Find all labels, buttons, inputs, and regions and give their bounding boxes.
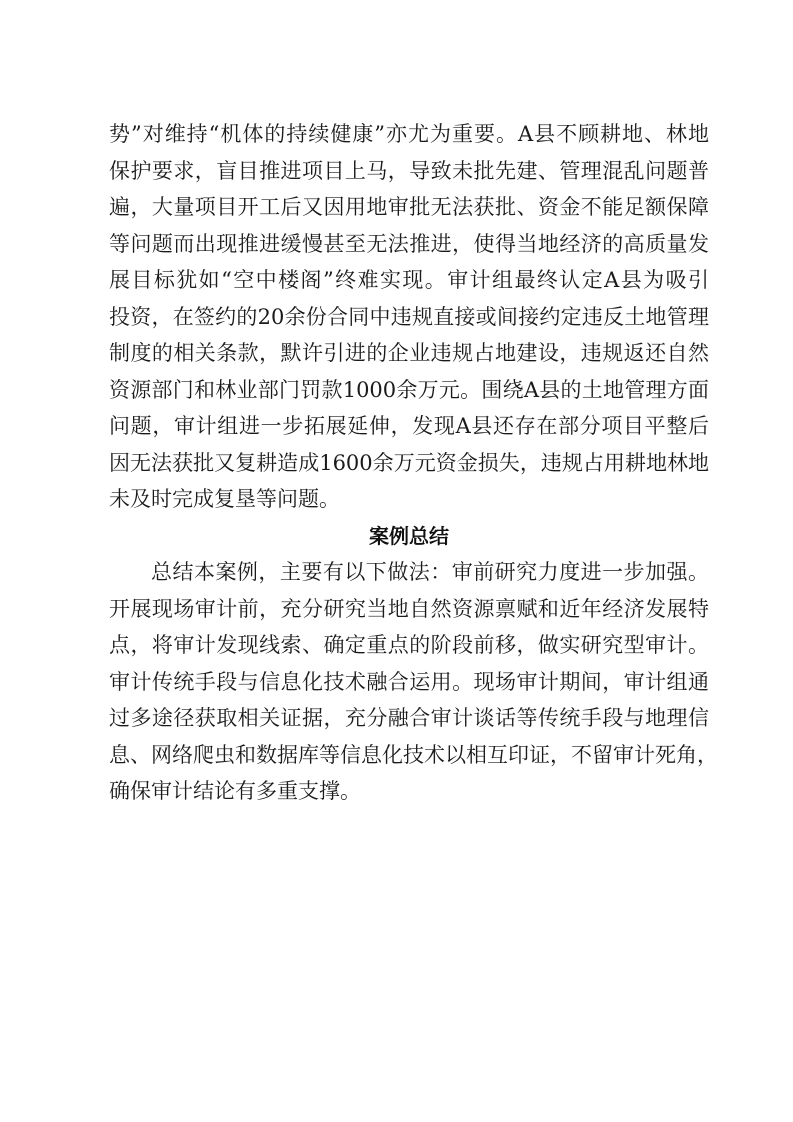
text-line: 息、网络爬虫和数据库等信息化技术以相互印证，不留审计死角， — [109, 742, 718, 767]
text-line: 遍，大量项目开工后又因用地审批无法获批、资金不能足额保障 — [109, 195, 709, 219]
text-line: 审计传统手段与信息化技术融合运用。现场审计期间，审计组通 — [109, 669, 709, 694]
text-line: 投资，在签约的20余份合同中违规直接或间接约定违反土地管理 — [109, 304, 709, 329]
text-line: 过多途径获取相关证据，充分融合审计谈话等传统手段与地理信 — [109, 706, 709, 730]
paragraph-case-findings — [109, 116, 709, 518]
paragraph-case-summary — [109, 554, 718, 810]
text-line: 资源部门和林业部门罚款1000余万元。围绕A县的土地管理方面 — [109, 377, 709, 402]
text-line: 确保审计结论有多重支撑。 — [109, 779, 361, 803]
text-line: 保护要求，盲目推进项目上马，导致未批先建、管理混乱问题普 — [109, 158, 709, 183]
text-line: 制度的相关条款，默许引进的企业违规占地建设，违规返还自然 — [109, 341, 709, 365]
text-line: 等问题而出现推进缓慢甚至无法推进，使得当地经济的高质量发 — [109, 231, 709, 256]
text-line: 点，将审计发现线索、确定重点的阶段前移，做实研究型审计。 — [109, 633, 709, 657]
text-line: 开展现场审计前，充分研究当地自然资源禀赋和近年经济发展特 — [109, 596, 709, 621]
text-line: 展目标犹如“空中楼阁”终难实现。审计组最终认定A县为吸引 — [109, 268, 709, 292]
text-line: 因无法获批又复耕造成1600余万元资金损失，违规占用耕地林地 — [109, 450, 709, 475]
text-line: 势”对维持“机体的持续健康”亦尤为重要。A县不顾耕地、林地 — [109, 122, 709, 146]
text-line: 问题，审计组进一步拓展延伸，发现A县还存在部分项目平整后 — [109, 414, 709, 438]
document-body — [109, 116, 718, 810]
section-heading: 案例总结 — [369, 523, 449, 548]
text-line: 总结本案例，主要有以下做法：审前研究力度进一步加强。 — [151, 560, 709, 584]
text-line: 未及时完成复垦等问题。 — [109, 487, 340, 511]
